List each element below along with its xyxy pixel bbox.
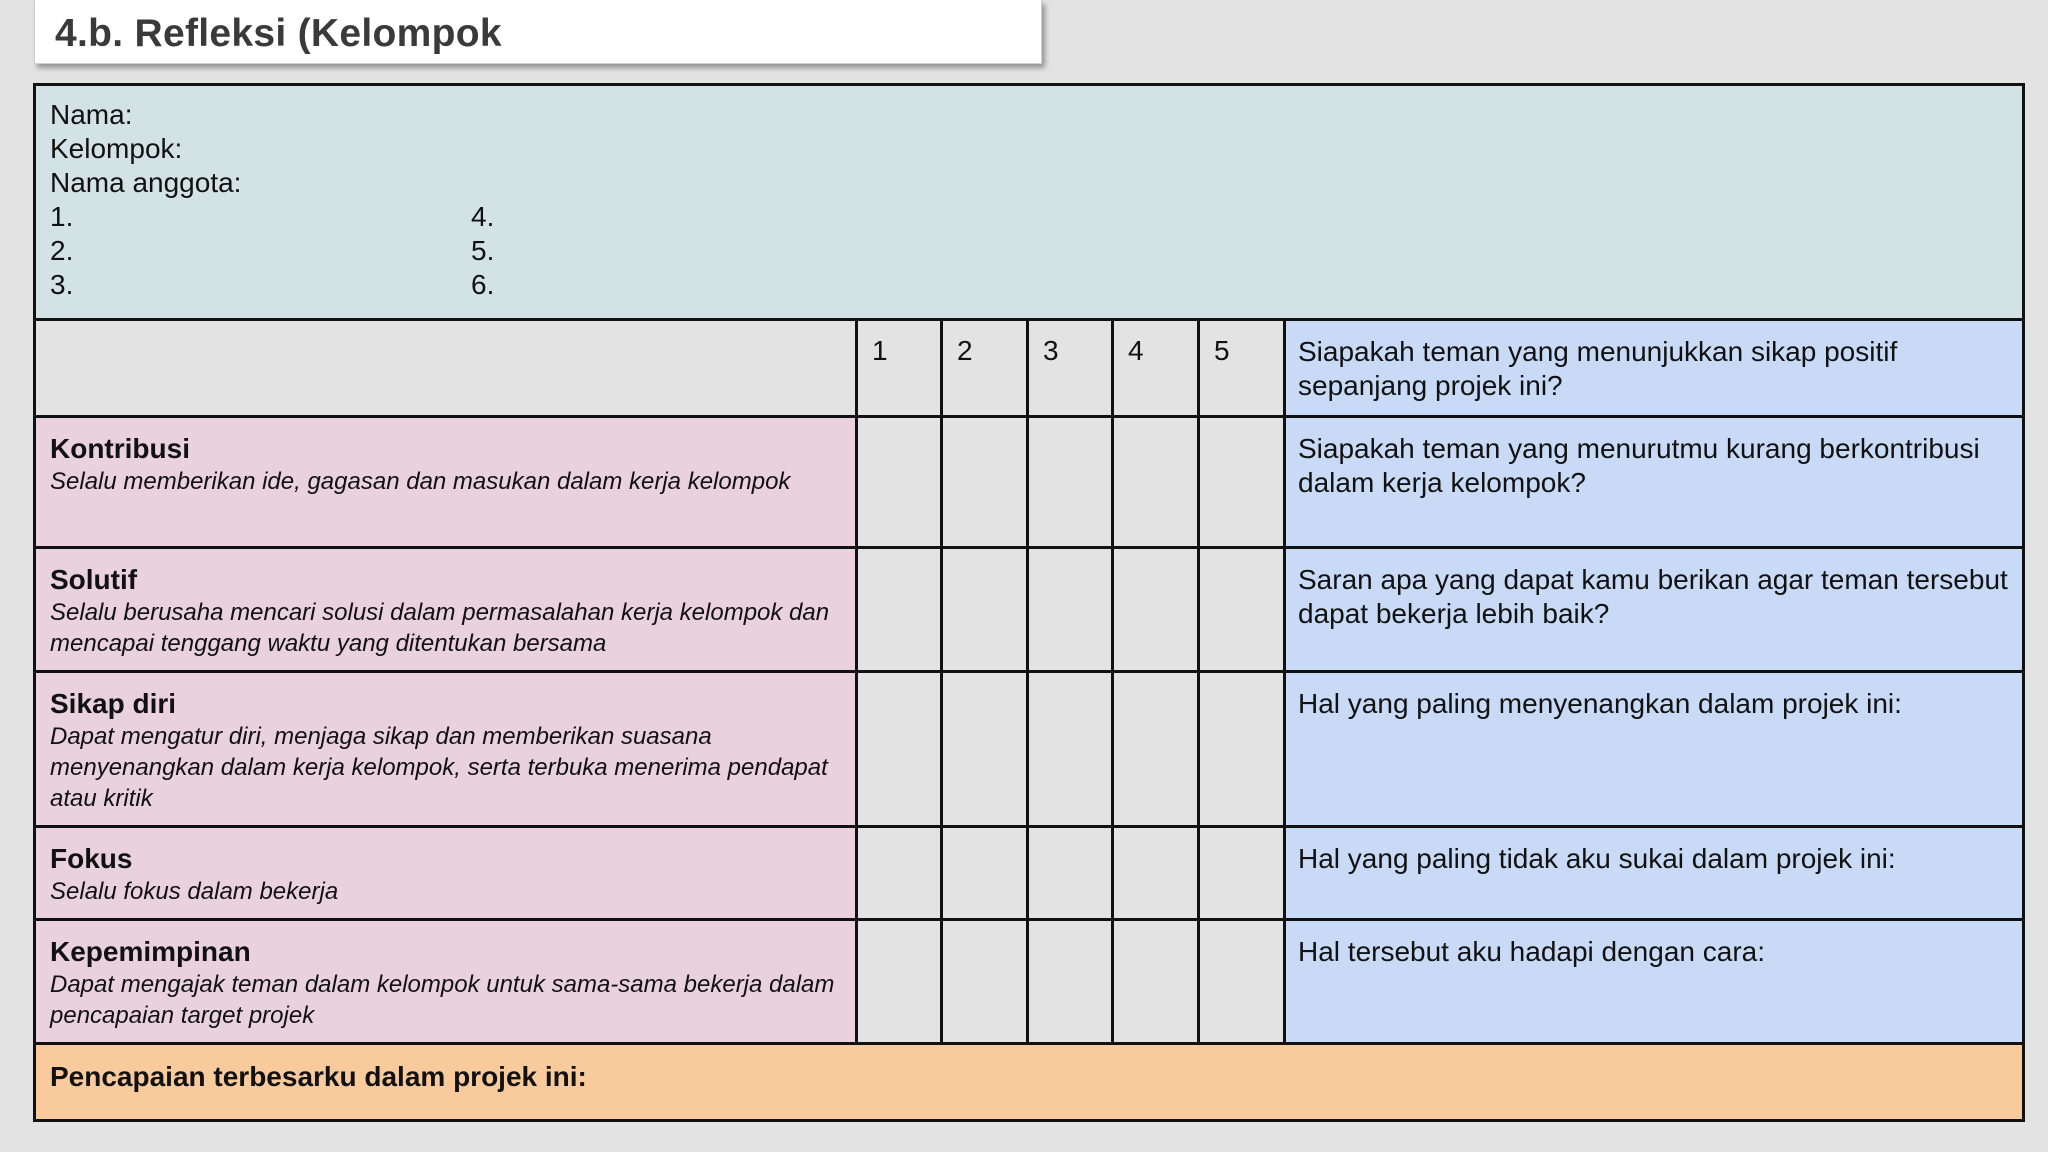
scale-header-5: 5 <box>1199 320 1285 417</box>
criterion-description: Selalu memberikan ide, gagasan dan masukan dalam kerja kelompok <box>50 468 791 495</box>
question-coping[interactable]: Hal tersebut aku hadapi dengan cara: <box>1285 920 2024 1044</box>
scale-header-3: 3 <box>1028 320 1113 417</box>
scale-header-1: 1 <box>857 320 942 417</box>
score-cell-kontribusi-4[interactable] <box>1113 417 1199 548</box>
criterion-kepemimpinan <box>35 920 857 1044</box>
score-cell-kontribusi-2[interactable] <box>942 417 1028 548</box>
member-list <box>50 200 2008 302</box>
criteria-row <box>35 672 2024 827</box>
member-3-field[interactable]: 3. <box>50 269 74 300</box>
kelompok-field[interactable]: Kelompok: <box>50 133 183 164</box>
scale-header-2: 2 <box>942 320 1028 417</box>
criterion-solutif <box>35 548 857 672</box>
score-cell-kontribusi-1[interactable] <box>857 417 942 548</box>
score-cell-sikap-diri-1[interactable] <box>857 672 942 827</box>
criteria-row <box>35 827 2024 920</box>
question-most-enjoyable[interactable]: Hal yang paling menyenangkan dalam projek ini: <box>1285 672 2024 827</box>
score-cell-solutif-3[interactable] <box>1028 548 1113 672</box>
criteria-row <box>35 920 2024 1044</box>
member-1-field[interactable]: 1. <box>50 201 74 232</box>
score-cell-kontribusi-5[interactable] <box>1199 417 1285 548</box>
score-cell-fokus-2[interactable] <box>942 827 1028 920</box>
criteria-row <box>35 548 2024 672</box>
score-cell-solutif-4[interactable] <box>1113 548 1199 672</box>
score-cell-fokus-4[interactable] <box>1113 827 1199 920</box>
criterion-description: Selalu fokus dalam bekerja <box>50 878 339 905</box>
criterion-description: Selalu berusaha mencari solusi dalam permasalahan kerja kelompok dan mencapai tenggang waktu yang ditentukan bersama <box>50 599 830 657</box>
score-cell-fokus-1[interactable] <box>857 827 942 920</box>
footer-row <box>35 1044 2024 1121</box>
title-box <box>34 0 1042 64</box>
member-4-field[interactable]: 4. <box>471 201 495 232</box>
criterion-title: Kontribusi <box>50 433 190 464</box>
member-6-field[interactable]: 6. <box>471 269 495 300</box>
criterion-sikap-diri <box>35 672 857 827</box>
score-cell-sikap-diri-5[interactable] <box>1199 672 1285 827</box>
biggest-achievement-label: Pencapaian terbesarku dalam projek ini: <box>50 1061 587 1092</box>
biggest-achievement-field[interactable] <box>35 1044 2024 1121</box>
nama-anggota-label: Nama anggota: <box>50 167 242 198</box>
score-cell-sikap-diri-2[interactable] <box>942 672 1028 827</box>
question-low-contribution[interactable]: Siapakah teman yang menurutmu kurang berkontribusi dalam kerja kelompok? <box>1285 417 2024 548</box>
score-cell-sikap-diri-3[interactable] <box>1028 672 1113 827</box>
criteria-header-blank <box>35 320 857 417</box>
criterion-description: Dapat mengatur diri, menjaga sikap dan memberikan suasana menyenangkan dalam kerja kelompok, serta terbuka menerima pendapat atau kritik <box>50 723 828 812</box>
member-5-field[interactable]: 5. <box>471 235 495 266</box>
score-cell-solutif-2[interactable] <box>942 548 1028 672</box>
score-cell-kepemimpinan-1[interactable] <box>857 920 942 1044</box>
criterion-fokus <box>35 827 857 920</box>
criterion-kontribusi <box>35 417 857 548</box>
reflection-table <box>33 83 2025 1122</box>
score-cell-kepemimpinan-5[interactable] <box>1199 920 1285 1044</box>
scale-header-row <box>35 320 2024 417</box>
info-row <box>35 85 2024 320</box>
criterion-description: Dapat mengajak teman dalam kelompok untuk sama-sama bekerja dalam pencapaian target projek <box>50 971 835 1029</box>
score-cell-solutif-5[interactable] <box>1199 548 1285 672</box>
score-cell-sikap-diri-4[interactable] <box>1113 672 1199 827</box>
page-title: 4.b. Refleksi (Kelompok <box>55 12 502 55</box>
score-cell-fokus-3[interactable] <box>1028 827 1113 920</box>
score-cell-fokus-5[interactable] <box>1199 827 1285 920</box>
criterion-title: Sikap diri <box>50 688 177 719</box>
score-cell-kepemimpinan-3[interactable] <box>1028 920 1113 1044</box>
identity-section <box>35 85 2024 320</box>
criterion-title: Kepemimpinan <box>50 936 251 967</box>
member-2-field[interactable]: 2. <box>50 235 74 266</box>
nama-field[interactable]: Nama: <box>50 99 133 130</box>
score-cell-kepemimpinan-2[interactable] <box>942 920 1028 1044</box>
scale-header-4: 4 <box>1113 320 1199 417</box>
question-suggestion[interactable]: Saran apa yang dapat kamu berikan agar teman tersebut dapat bekerja lebih baik? <box>1285 548 2024 672</box>
question-positive-attitude[interactable]: Siapakah teman yang menunjukkan sikap positif sepanjang projek ini? <box>1285 320 2024 417</box>
score-cell-kontribusi-3[interactable] <box>1028 417 1113 548</box>
score-cell-kepemimpinan-4[interactable] <box>1113 920 1199 1044</box>
criteria-row <box>35 417 2024 548</box>
score-cell-solutif-1[interactable] <box>857 548 942 672</box>
criterion-title: Fokus <box>50 843 133 874</box>
criterion-title: Solutif <box>50 564 138 595</box>
question-least-liked[interactable]: Hal yang paling tidak aku sukai dalam projek ini: <box>1285 827 2024 920</box>
